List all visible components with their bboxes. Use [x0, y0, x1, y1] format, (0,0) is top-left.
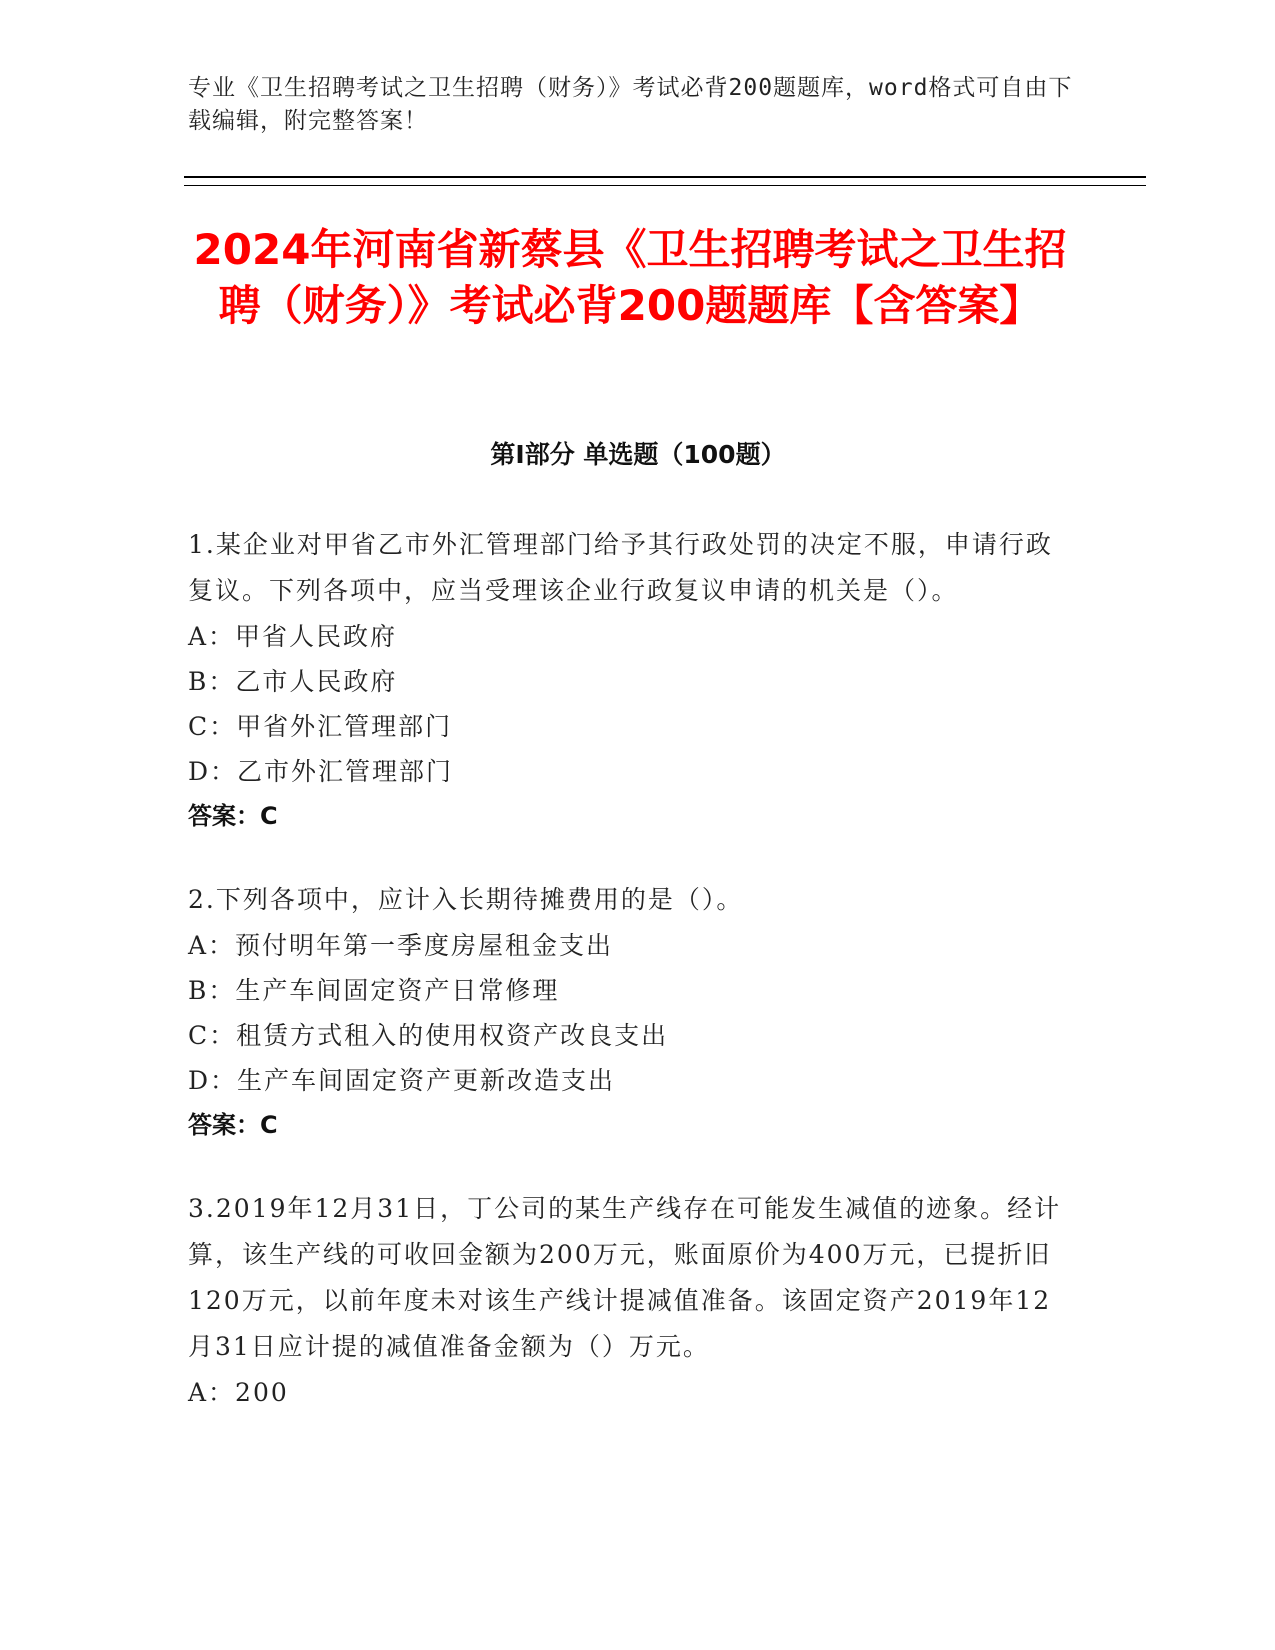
- document-title: 2024年河南省新蔡县《卫生招聘考试之卫生招聘（财务）》考试必背200题题库【含答案】: [193, 225, 1067, 330]
- option-d: D：乙市外汇管理部门: [188, 757, 454, 786]
- answer: 答案：C: [188, 802, 278, 830]
- question-list: [188, 522, 1068, 1453]
- option-a: A：甲省人民政府: [188, 622, 398, 651]
- question-1: [188, 522, 1068, 839]
- question-stem: 1.某企业对甲省乙市外汇管理部门给予其行政处罚的决定不服，申请行政复议。下列各项中，应当受理该企业行政复议申请的机关是（）。: [188, 530, 1053, 605]
- header-divider: [184, 176, 1146, 186]
- option-a: A：预付明年第一季度房屋租金支出: [188, 931, 614, 960]
- option-c: C：甲省外汇管理部门: [188, 712, 453, 741]
- option-c: C：租赁方式租入的使用权资产改良支出: [188, 1021, 669, 1050]
- question-2: [188, 877, 1068, 1148]
- header-note: 专业《卫生招聘考试之卫生招聘（财务）》考试必背200题题库，word格式可自由下载编辑，附完整答案！: [188, 75, 1073, 134]
- option-a: A：200: [188, 1378, 289, 1407]
- option-b: B：生产车间固定资产日常修理: [188, 976, 560, 1005]
- question-stem: 3.2019年12月31日，丁公司的某生产线存在可能发生减值的迹象。经计算，该生产线的可收回金额为200万元，账面原价为400万元，已提折旧120万元，以前年度未对该生产线计提减值准备。该固定资产2019年12月31日应计提的减值准备金额为（）万元。: [188, 1194, 1062, 1361]
- option-b: B：乙市人民政府: [188, 667, 398, 696]
- section-heading: 第Ⅰ部分 单选题（100题）: [490, 440, 786, 469]
- option-d: D：生产车间固定资产更新改造支出: [188, 1066, 616, 1095]
- question-3: [188, 1186, 1068, 1415]
- question-stem: 2.下列各项中，应计入长期待摊费用的是（）。: [188, 885, 744, 914]
- answer: 答案：C: [188, 1111, 278, 1139]
